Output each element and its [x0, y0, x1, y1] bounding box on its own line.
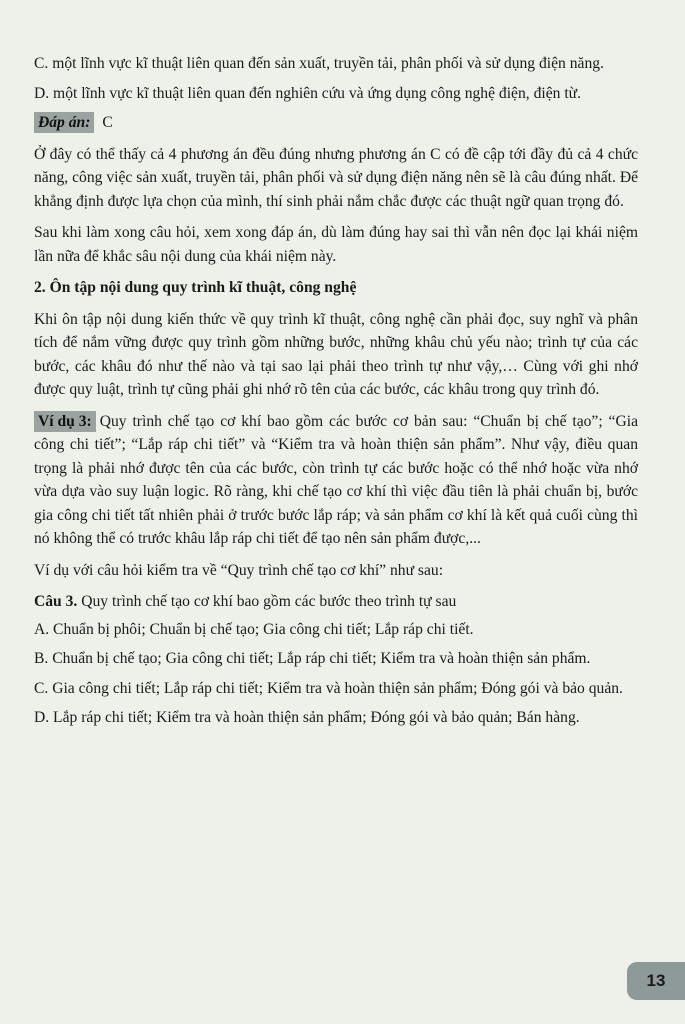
answer-label: Đáp án:	[34, 112, 94, 133]
answer-value: C	[102, 114, 113, 131]
question-option-a: A. Chuẩn bị phôi; Chuẩn bị chế tạo; Gia công chi tiết; Lắp ráp chi tiết.	[34, 620, 474, 638]
page-content	[34, 52, 638, 736]
question-title	[34, 590, 638, 614]
section-paragraph: Khi ôn tập nội dung kiến thức về quy trình kĩ thuật, công nghệ cần phải đọc, suy nghĩ và phân tích để nắm vững được quy trình gồm những bước, những khâu chủ yếu nào; trình tự của các bước, các khâu đó như thế nào và tại sao lại phải theo trình tự như vậy,… Cùng với ghi nhớ được quy luật, trình tự cũng phải ghi nhớ rõ tên của các bước, các khâu trong quy trình đó.	[34, 310, 638, 398]
question-option-d: D. Lắp ráp chi tiết; Kiểm tra và hoàn thiện sản phẩm; Đóng gói và bảo quản; Bán hàng.	[34, 709, 580, 726]
review-paragraph: Sau khi làm xong câu hỏi, xem xong đáp án, dù làm đúng hay sai thì vẫn nên đọc lại khái niệm lần nữa để khắc sâu nội dung của khái niệm này.	[34, 224, 638, 265]
explanation-paragraph: Ở đây có thể thấy cả 4 phương án đều đúng nhưng phương án C có đề cập tới đầy đủ cả 4 chức năng, công việc sản xuất, truyền tải, phân phối và sử dụng điện năng nên sẽ là câu đúng nhất. Để khẳng định được lựa chọn của mình, thí sinh phải nắm chắc được các thuật ngữ quan trọng đó.	[34, 145, 638, 210]
option-c: C. một lĩnh vực kĩ thuật liên quan đến sản xuất, truyền tải, phân phối và sử dụng điện năng.	[34, 55, 604, 72]
question-option-c: C. Gia công chi tiết; Lắp ráp chi tiết; Kiểm tra và hoàn thiện sản phẩm; Đóng gói và bảo quản.	[34, 679, 623, 697]
question-label: Câu 3.	[34, 593, 78, 610]
example-text: Quy trình chế tạo cơ khí bao gồm các bước cơ bản sau: “Chuẩn bị chế tạo”; “Gia công chi tiết”; “Lắp ráp chi tiết” và “Kiểm tra và hoàn thiện sản phẩm”. Như vậy, điều quan trọng là phải nhớ được tên của các bước, còn trình tự các bước hoặc có thể nhớ hoặc vừa nhớ vừa dựa vào suy luận logic. Rõ ràng, khi chế tạo cơ khí thì việc đầu tiên là phải chuẩn bị, bước gia công chi tiết tất nhiên phải ở trước bước lắp ráp; và sản phẩm cơ khí là kết quả cuối cùng thì nó không thể có trước khâu lắp ráp chi tiết để tạo nên sản phẩm được,...	[34, 412, 638, 547]
section-heading: 2. Ôn tập nội dung quy trình kĩ thuật, công nghệ	[34, 279, 357, 296]
question-option-b: B. Chuẩn bị chế tạo; Gia công chi tiết; Lắp ráp chi tiết; Kiểm tra và hoàn thiện sản phẩm.	[34, 650, 591, 667]
option-d: D. một lĩnh vực kĩ thuật liên quan đến nghiên cứu và ứng dụng công nghệ điện, điện từ.	[34, 84, 581, 102]
example-label: Ví dụ 3:	[34, 411, 96, 432]
answer-line	[34, 111, 638, 135]
example-paragraph	[34, 410, 638, 551]
question-intro: Ví dụ với câu hỏi kiểm tra về “Quy trình chế tạo cơ khí” như sau:	[34, 561, 444, 579]
page-number-badge: 13	[627, 962, 685, 1000]
question-text: Quy trình chế tạo cơ khí bao gồm các bước theo trình tự sau	[81, 593, 457, 610]
